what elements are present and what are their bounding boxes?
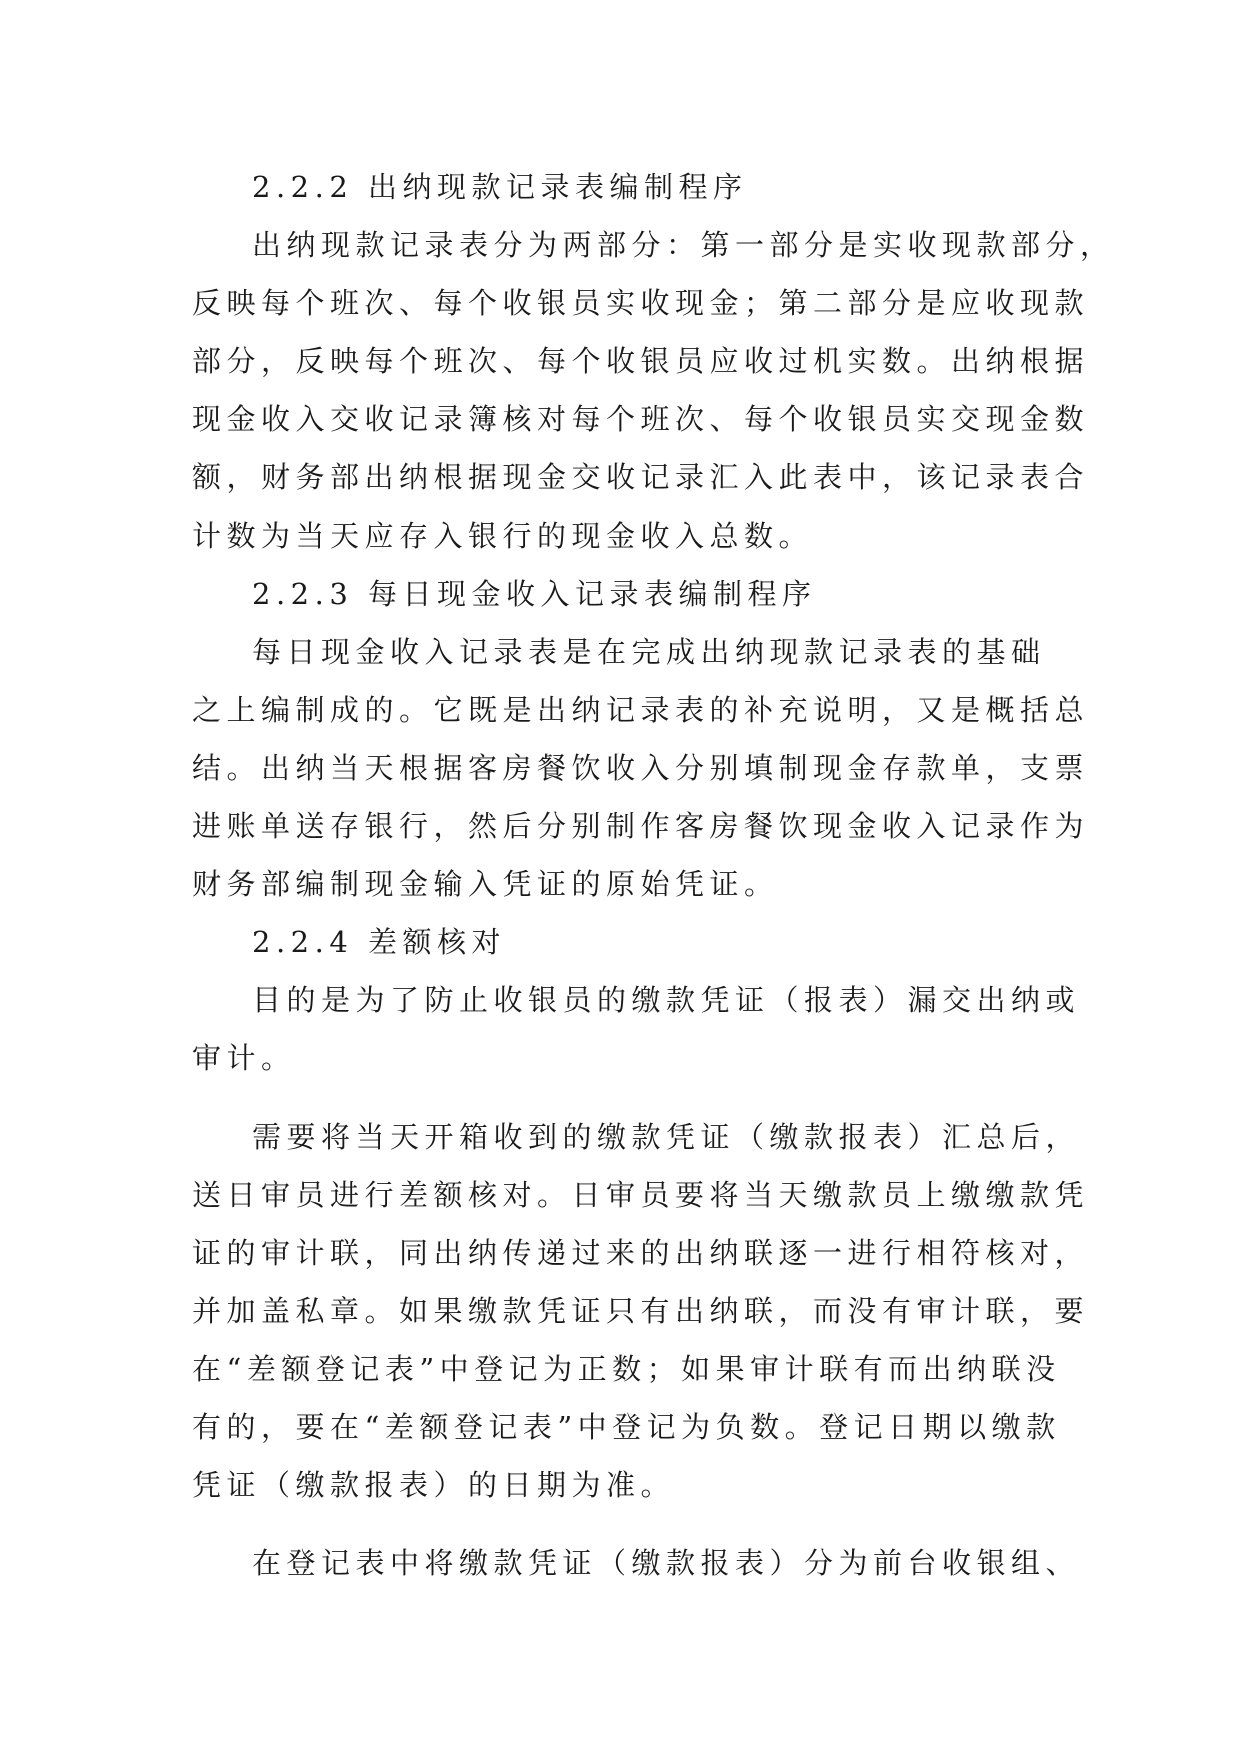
paragraph-line: 结。出纳当天根据客房餐饮收入分别填制现金存款单，支票 [192,750,1090,785]
paragraph-line: 审计。 [192,1041,296,1076]
paragraph-line: 并加盖私章。如果缴款凭证只有出纳联，而没有审计联，要 [192,1293,1090,1328]
paragraph-line: 之上编制成的。它既是出纳记录表的补充说明，又是概括总 [192,692,1090,727]
paragraph-line: 反映每个班次、每个收银员实收现金；第二部分是应收现款 [192,286,1090,321]
document-body [192,158,1115,1592]
section-heading: 2.2.3 每日现金收入记录表编制程序 [252,576,817,611]
section-heading: 2.2.2 出纳现款记录表编制程序 [252,170,748,204]
paragraph-line: 每日现金收入记录表是在完成出纳现款记录表的基础 [252,634,1046,669]
paragraph-line: 需要将当天开箱收到的缴款凭证（缴款报表）汇总后， [252,1119,1081,1154]
paragraph-spacer [192,1088,1092,1108]
paragraph-line: 送日审员进行差额核对。日审员要将当天缴款员上缴缴款凭 [192,1177,1090,1212]
paragraph-line: 部分，反映每个班次、每个收银员应收过机实数。出纳根据 [192,344,1090,379]
paragraph-line: 证的审计联，同出纳传递过来的出纳联逐一进行相符核对， [192,1235,1090,1270]
paragraph-line: 在“差额登记表”中登记为正数；如果审计联有而出纳联没 [192,1351,1061,1386]
paragraph-line: 有的，要在“差额登记表”中登记为负数。登记日期以缴款 [192,1409,1061,1444]
paragraph-line: 出纳现款记录表分为两部分：第一部分是实收现款部分， [252,228,1115,263]
paragraph-line: 在登记表中将缴款凭证（缴款报表）分为前台收银组、 [252,1546,1081,1581]
paragraph-spacer [192,1514,1092,1534]
paragraph-line: 额，财务部出纳根据现金交收记录汇入此表中，该记录表合 [192,460,1090,495]
paragraph-line: 财务部编制现金输入凭证的原始凭证。 [192,867,779,902]
paragraph-line: 计数为当天应存入银行的现金收入总数。 [192,518,814,553]
paragraph-line: 目的是为了防止收银员的缴款凭证（报表）漏交出纳或 [252,983,1081,1018]
paragraph-line: 现金收入交收记录簿核对每个班次、每个收银员实交现金数 [192,402,1090,437]
section-heading: 2.2.4 差额核对 [252,925,507,960]
paragraph-line: 凭证（缴款报表）的日期为准。 [192,1468,676,1503]
paragraph-line: 进账单送存银行，然后分别制作客房餐饮现金收入记录作为 [192,809,1090,844]
